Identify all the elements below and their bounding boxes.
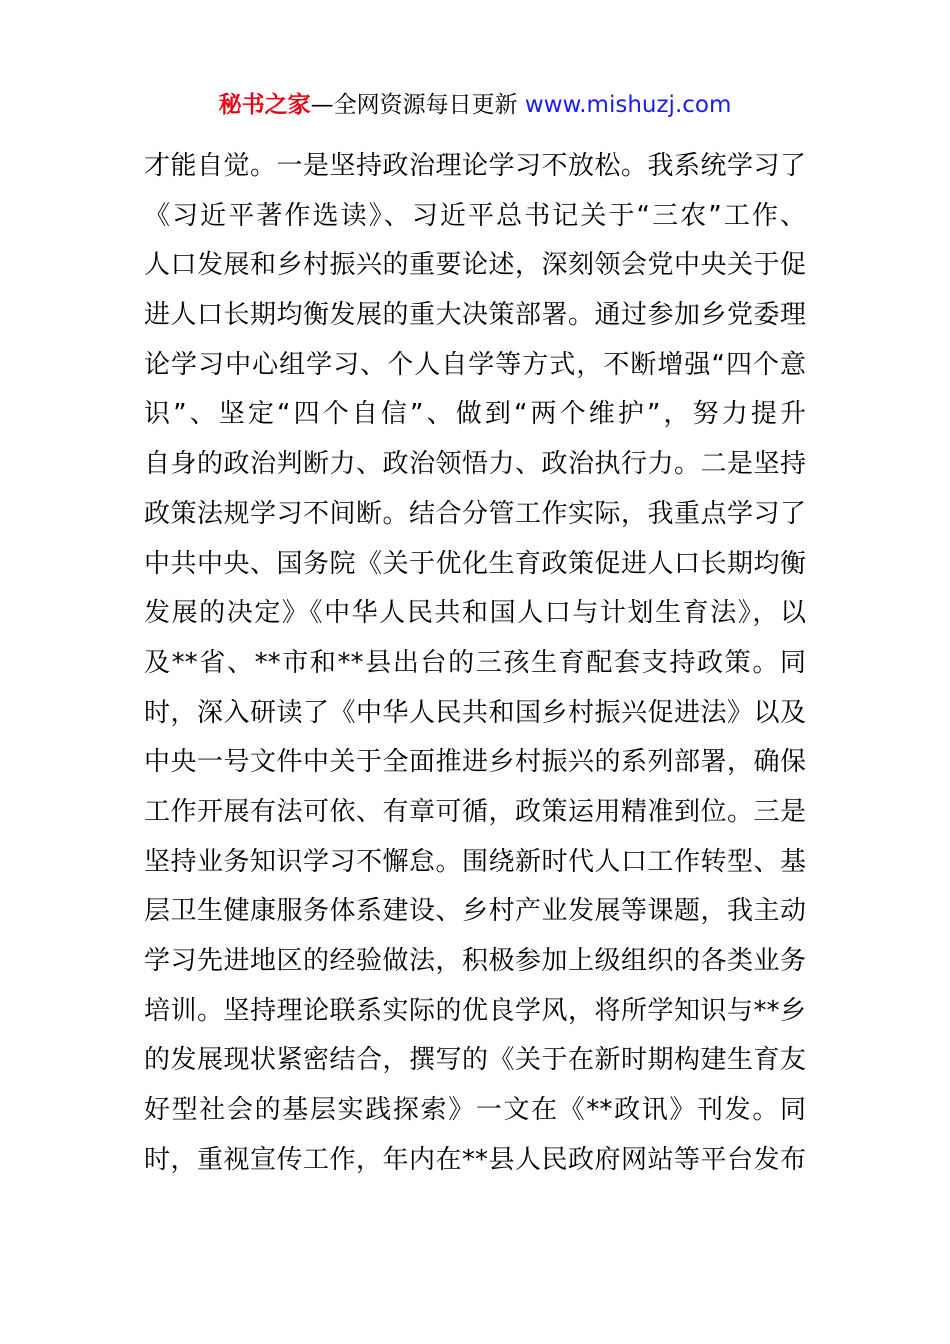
body-line: 自身的政治判断力、政治领悟力、政治执行力。二是坚持: [144, 449, 806, 480]
body-line: 好型社会的基层实践探索》一文在《**政讯》刊发。同: [144, 1095, 806, 1126]
body-line: 识”、坚定“四个自信”、做到“两个维护”，努力提升: [144, 399, 806, 430]
body-line: 才能自觉。一是坚持政治理论学习不放松。我系统学习了: [144, 151, 806, 181]
body-line: 及**省、**市和**县出台的三孩生育配套支持政策。同: [144, 647, 806, 678]
body-line: 时，重视宣传工作，年内在**县人民政府网站等平台发布: [144, 1144, 806, 1175]
page-header: [0, 88, 950, 122]
body-line: 的发展现状紧密结合，撰写的《关于在新时期构建生育友: [144, 1045, 806, 1076]
body-line: 学习先进地区的经验做法，积极参加上级组织的各类业务: [144, 946, 806, 976]
body-line: 时，深入研读了《中华人民共和国乡村振兴促进法》以及: [144, 697, 806, 728]
body-line: 人口发展和乡村振兴的重要论述，深刻领会党中央关于促: [144, 250, 806, 281]
body-line: 坚持业务知识学习不懈怠。围绕新时代人口工作转型、基: [144, 846, 806, 877]
body-line: 《习近平著作选读》、习近平总书记关于“三农”工作、: [144, 200, 806, 231]
body-line: 论学习中心组学习、个人自学等方式，不断增强“四个意: [144, 349, 806, 380]
body-line: 培训。坚持理论联系实际的优良学风，将所学知识与**乡: [144, 995, 806, 1026]
body-line: 发展的决定》《中华人民共和国人口与计划生育法》，以: [144, 598, 806, 629]
header-tagline: —全网资源每日更新: [310, 92, 518, 118]
body-line: 工作开展有法可依、有章可循，政策运用精准到位。三是: [144, 796, 806, 827]
header-url-link[interactable]: www.mishuzj.com: [524, 92, 732, 118]
body-line: 中共中央、国务院《关于优化生育政策促进人口长期均衡: [144, 548, 806, 579]
header-brand: 秘书之家: [218, 92, 311, 118]
document-body: [144, 142, 806, 1185]
body-line: 层卫生健康服务体系建设、乡村产业发展等课题，我主动: [144, 896, 806, 927]
body-line: 政策法规学习不间断。结合分管工作实际，我重点学习了: [144, 498, 806, 529]
body-line: 进人口长期均衡发展的重大决策部署。通过参加乡党委理: [144, 300, 806, 331]
body-line: 中央一号文件中关于全面推进乡村振兴的系列部署，确保: [144, 747, 806, 778]
